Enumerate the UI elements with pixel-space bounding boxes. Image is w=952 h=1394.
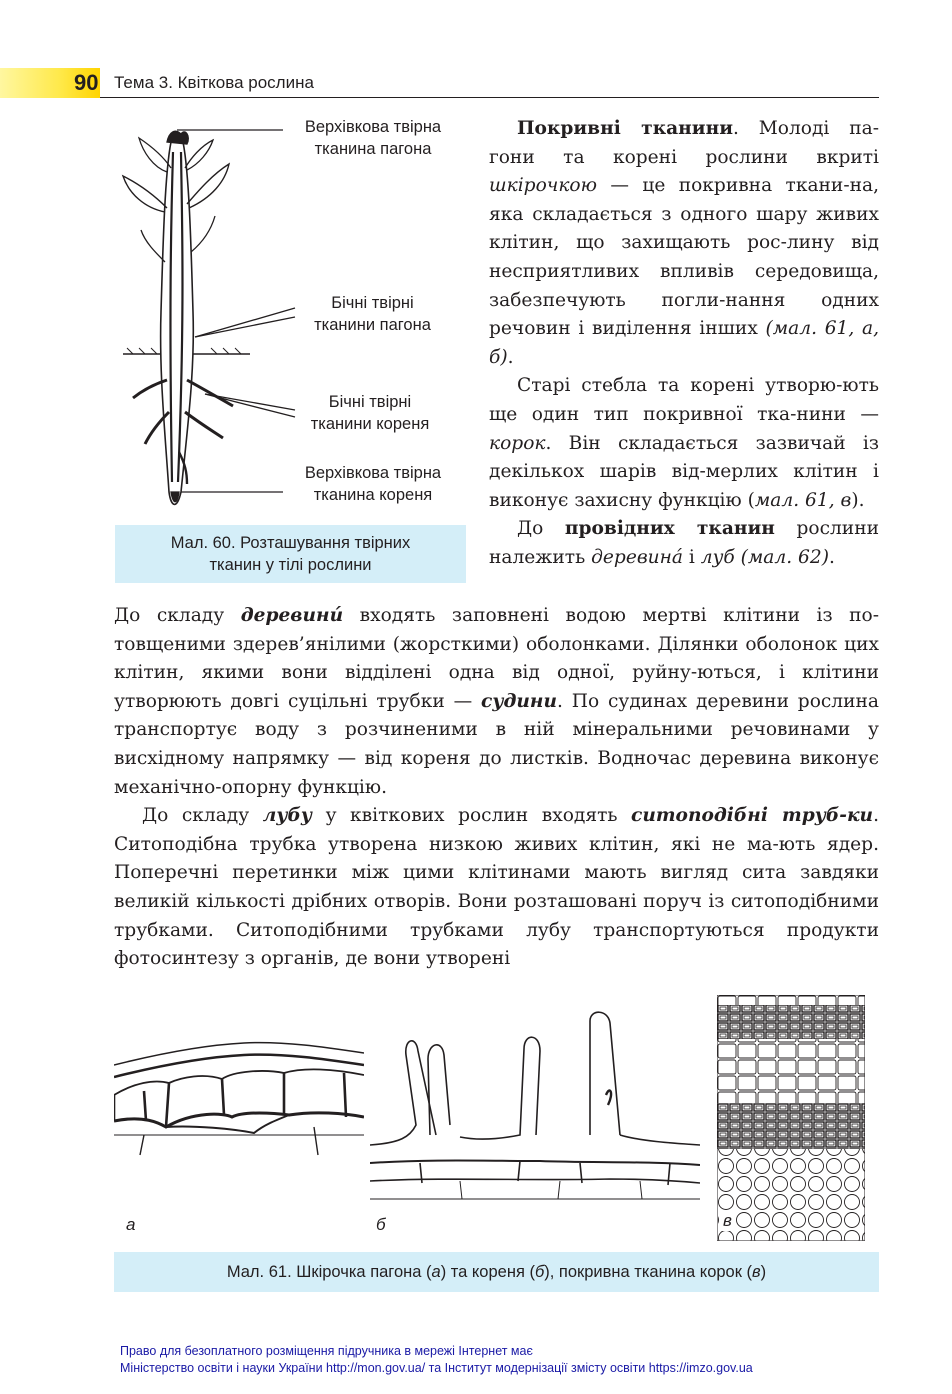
- figure-61-b: [370, 995, 700, 1245]
- footer-license: [120, 1343, 900, 1377]
- root-epidermis-illustration: [370, 995, 700, 1225]
- term-sieve-tubes: ситоподібні труб-ки: [631, 805, 874, 827]
- header-divider: [100, 97, 879, 98]
- sub-label-b: б: [376, 1215, 386, 1234]
- figure-60-caption: Мал. 60. Розташування твірних тканин у тілі рослини: [115, 525, 466, 583]
- paragraph-phloem: До складу лубу у квіткових рослин входять ситоподібні труб-ки. Ситоподібна трубка утворена низкою живих клітин, які не ма-ють ядер. Поперечні перетинки між цими клітинами мають вигляд сита завдяки великій кількості дрібних отворів. Вони розташовані поруч із ситоподібними трубками. Ситоподібними трубками лубу транспортуються продукти фотосинтезу з органів, де вони утворені: [114, 805, 879, 970]
- paragraph-integumentary: Покривні тканини. Молоді па-гони та корені рослини вкриті шкірочкою — це покривна ткани-на, яка складається з одного шару живих клітин, що захищають рос-лину від несприятливих впливів середовища, забезпечують погли-нання одних речовин і виділення інших (мал. 61, а, б).: [489, 118, 879, 368]
- figure-61-caption: Мал. 61. Шкірочка пагона ( а ) та кореня ( б ), покривна тканина корок ( в ): [114, 1252, 879, 1292]
- term-phloem: луб: [700, 546, 735, 568]
- paragraph-conductive: До провідних тканин рослини належить деревинá і луб (мал. 62).: [489, 518, 879, 568]
- figure-60: [115, 112, 465, 524]
- label-lateral-shoot-meristem: Бічні твірні тканини пагона: [314, 294, 431, 334]
- term-vessels: судини: [481, 690, 557, 712]
- shoot-epidermis-illustration: [114, 995, 364, 1225]
- sub-label-c: в: [719, 1211, 736, 1231]
- term-phloem: лубу: [262, 805, 313, 827]
- running-head: Тема 3. Квіткова рослина: [114, 73, 314, 92]
- term-epidermis: шкірочкою: [489, 175, 597, 197]
- term-conductive-tissues: провідних тканин: [564, 518, 775, 540]
- body-text: [114, 602, 879, 974]
- footer-line-2[interactable]: Міністерство освіти і науки України http://mon.gov.ua/ та Інститут модернізації змісту освіти https://imzo.gov.ua: [120, 1361, 753, 1375]
- column-text: [489, 115, 879, 573]
- figure-reference: (мал. 62): [734, 546, 829, 568]
- paragraph-cork: Старі стебла та корені утворю-ють ще один тип покривної тка-нини — корок. Він складається зазвичай із декількох шарів від-мерлих клітин і виконує захисну функцію (мал. 61, в).: [489, 375, 879, 511]
- page-number: 90: [74, 70, 99, 95]
- term-xylem: деревинú: [240, 605, 344, 626]
- sub-label-a: а: [126, 1215, 136, 1234]
- label-apical-root-meristem: Верхівкова твірна тканина кореня: [304, 464, 442, 504]
- figure-reference: мал. 61, в: [754, 489, 852, 511]
- label-lateral-root-meristem: Бічні твірні тканини кореня: [310, 393, 430, 433]
- footer-line-1: Право для безоплатного розміщення підручника в мережі Інтернет має: [120, 1344, 533, 1358]
- figure-reference: (мал. 61, а, б): [489, 318, 879, 368]
- term-xylem: деревинá: [591, 546, 683, 568]
- figure-61-c: [717, 995, 865, 1241]
- figure-61-a: [114, 995, 364, 1245]
- paragraph-xylem: До складу деревинú входять заповнені водою мертві клітини із по-товщеними здерев’янілими (жорсткими) оболонками. Ділянки оболонок цих клітин, якими вони відділені одна від одної, руйну-ються, і клітини утворюють довгі суцільні трубки — судини. По судинах деревини рослина транспортує воду з розчиненими в ній мінеральними речовинами у висхідному напрямку — від кореня до листків. Водночас деревина виконує механічно-опорну функцію.: [114, 605, 880, 798]
- label-apical-shoot-meristem: Верхівкова твірна тканина пагона: [304, 118, 442, 158]
- cork-tissue-illustration: [717, 995, 865, 1241]
- term-cork: корок: [489, 432, 546, 454]
- term-integumentary-tissues: Покривні тканини: [517, 118, 733, 139]
